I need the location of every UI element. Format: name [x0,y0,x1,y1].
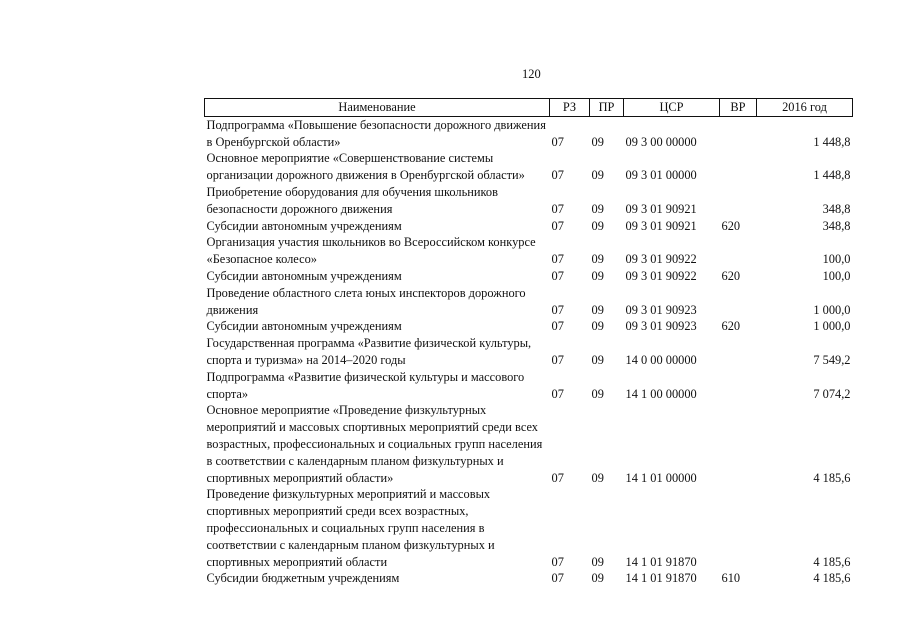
row-rz: 07 [551,201,564,216]
row-vr [720,116,757,150]
row-csr: 09 3 01 90922 [625,252,697,267]
row-vr [720,369,757,403]
row-pr: 09 [591,268,604,283]
row-amount: 4 185,6 [813,554,851,569]
row-rz: 07 [551,168,564,183]
row-vr [720,335,757,369]
row-amount: 1 448,8 [813,134,851,149]
row-csr: 09 3 01 90922 [625,268,697,283]
row-amount: 1 448,8 [813,168,851,183]
row-rz: 07 [551,252,564,267]
row-pr: 09 [591,168,604,183]
row-name: Организация участия школьников во Всероссийском конкурсе «Безопасное колесо» [206,235,536,267]
row-pr: 09 [591,386,604,401]
table-row [205,116,853,150]
row-pr: 09 [591,571,604,586]
budget-table [204,98,853,587]
row-amount: 348,8 [822,201,851,216]
row-csr: 09 3 01 90921 [625,218,697,233]
row-amount: 7 549,2 [813,352,851,367]
row-vr [720,184,757,218]
row-name: Государственная программа «Развитие физической культуры, спорта и туризма» на 2014–2020 годы [206,336,532,367]
row-amount: 1 000,0 [813,319,851,334]
table-row [205,150,853,184]
row-amount: 100,0 [822,268,851,283]
table-row [205,318,853,335]
row-amount: 4 185,6 [813,571,851,586]
row-name: Подпрограмма «Развитие физической культуры и массового спорта» [206,369,525,401]
table-row [205,184,853,218]
row-rz: 07 [551,218,564,233]
row-rz: 07 [551,268,564,283]
row-vr [720,234,757,268]
row-name: Субсидии бюджетным учреждениям [206,571,400,586]
row-vr: 620 [721,268,741,283]
table-row [205,218,853,235]
row-vr: 610 [721,571,741,586]
table-row [205,335,853,369]
row-csr: 09 3 01 90923 [625,302,697,317]
row-pr: 09 [591,352,604,367]
row-pr: 09 [591,252,604,267]
row-pr: 09 [591,470,604,485]
row-rz: 07 [551,319,564,334]
table-row [205,402,853,486]
row-rz: 07 [551,470,564,485]
row-name: Субсидии автономным учреждениям [206,319,402,334]
table-header-row [205,99,853,117]
page-number: 120 [522,67,541,81]
row-name: Подпрограмма «Повышение безопасности дорожного движения в Оренбургской области» [206,117,546,149]
row-rz: 07 [551,386,564,401]
header-name: Наименование [205,99,550,117]
row-name: Основное мероприятие «Проведение физкультурных мероприятий и массовых спортивных мероприятий среди всех возрастных, профессиональных и социальных групп населения в соответствии с календарным планом физкультурных и спортивных мероприятий области» [206,403,543,485]
row-csr: 09 3 00 00000 [625,134,697,149]
table-row [205,234,853,268]
table-row [205,486,853,570]
table-row [205,369,853,403]
row-csr: 14 1 01 00000 [625,470,697,485]
row-vr [720,285,757,319]
row-name: Проведение физкультурных мероприятий и массовых спортивных мероприятий среди всех возрастных, профессиональных и социальных групп населения в соответствии с календарным планом физкультурных и спортивных мероприятий области [206,487,495,569]
row-name: Приобретение оборудования для обучения школьников безопасности дорожного движения [206,184,498,216]
row-name: Основное мероприятие «Совершенствование системы организации дорожного движения в Оренбургской области» [206,151,525,183]
row-name: Проведение областного слета юных инспекторов дорожного движения [206,285,526,317]
row-name: Субсидии автономным учреждениям [206,218,402,233]
row-csr: 14 1 01 91870 [625,554,697,569]
row-csr: 09 3 01 90923 [625,319,697,334]
header-rz: РЗ [550,99,590,117]
row-amount: 7 074,2 [813,386,851,401]
row-pr: 09 [591,319,604,334]
row-pr: 09 [591,201,604,216]
row-amount: 1 000,0 [813,302,851,317]
row-rz: 07 [551,571,564,586]
row-rz: 07 [551,554,564,569]
row-csr: 09 3 01 90921 [625,201,697,216]
row-csr: 14 1 00 00000 [625,386,697,401]
table-row [205,285,853,319]
row-pr: 09 [591,554,604,569]
header-pr: ПР [590,99,624,117]
row-pr: 09 [591,134,604,149]
row-csr: 14 1 01 91870 [625,571,697,586]
row-vr [720,486,757,570]
header-csr: ЦСР [624,99,720,117]
row-name: Субсидии автономным учреждениям [206,268,402,283]
table-row [205,570,853,587]
row-rz: 07 [551,134,564,149]
row-amount: 100,0 [822,252,851,267]
row-pr: 09 [591,302,604,317]
row-rz: 07 [551,352,564,367]
row-vr [720,150,757,184]
row-csr: 09 3 01 00000 [625,168,697,183]
row-vr: 620 [721,218,741,233]
table-row [205,268,853,285]
row-vr [720,402,757,486]
row-pr: 09 [591,218,604,233]
header-year: 2016 год [757,99,853,117]
row-csr: 14 0 00 00000 [625,352,697,367]
row-amount: 348,8 [822,218,851,233]
header-vr: ВР [720,99,757,117]
row-amount: 4 185,6 [813,470,851,485]
row-rz: 07 [551,302,564,317]
row-vr: 620 [721,319,741,334]
